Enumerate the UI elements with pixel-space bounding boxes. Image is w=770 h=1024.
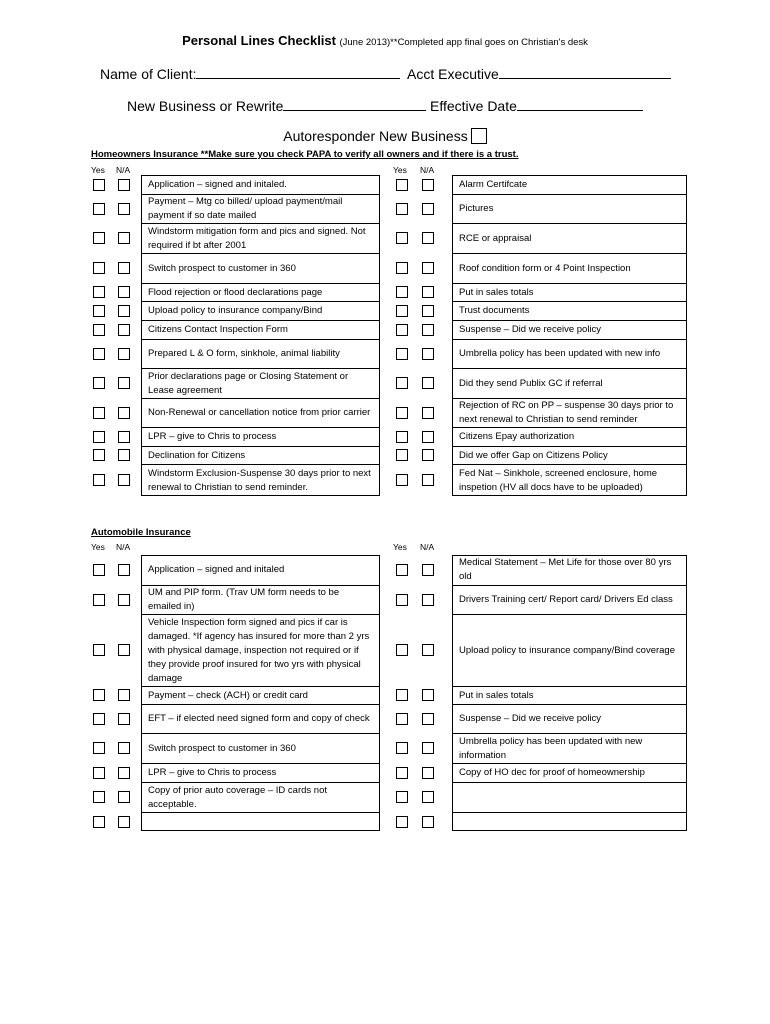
homeowners-left-row <box>142 398 379 427</box>
page-title: Personal Lines Checklist <box>182 33 336 48</box>
checklist-item-label: Umbrella policy has been updated with new information <box>459 735 643 761</box>
automobile-right-table <box>452 555 687 831</box>
ho-right-na-header: N/A <box>420 165 435 175</box>
checklist-item-label: Application – signed and initaled. <box>148 178 287 190</box>
automobile-left-na-checkbox[interactable] <box>118 644 130 656</box>
checklist-item-label: RCE or appraisal <box>459 232 532 244</box>
automobile-right-yes-checkbox[interactable] <box>396 767 408 779</box>
automobile-left-na-checkbox[interactable] <box>118 791 130 803</box>
homeowners-right-na-checkbox[interactable] <box>422 262 434 274</box>
homeowners-right-na-checkbox[interactable] <box>422 179 434 191</box>
checklist-item-label: Switch prospect to customer in 360 <box>148 262 296 274</box>
automobile-right-row <box>453 614 686 686</box>
automobile-right-yes-checkbox[interactable] <box>396 594 408 606</box>
ho-left-yes-header: Yes <box>91 165 105 175</box>
automobile-right-na-checkbox[interactable] <box>422 713 434 725</box>
homeowners-left-na-checkbox[interactable] <box>118 305 130 317</box>
homeowners-left-yes-checkbox[interactable] <box>93 262 105 274</box>
homeowners-left-row <box>142 320 379 339</box>
page-title-line <box>0 33 770 48</box>
homeowners-right-row <box>453 175 686 194</box>
automobile-left-row <box>142 555 379 585</box>
automobile-left-yes-checkbox[interactable] <box>93 767 105 779</box>
automobile-right-yes-checkbox[interactable] <box>396 644 408 656</box>
automobile-right-row <box>453 812 686 831</box>
homeowners-left-row <box>142 427 379 446</box>
automobile-right-yes-checkbox[interactable] <box>396 791 408 803</box>
homeowners-left-row <box>142 253 379 283</box>
auto-right-na-header: N/A <box>420 542 435 552</box>
homeowners-right-na-checkbox[interactable] <box>422 348 434 360</box>
homeowners-right-yes-checkbox[interactable] <box>396 407 408 419</box>
autoresponder-label: Autoresponder New Business <box>283 128 468 144</box>
homeowners-left-yes-checkbox[interactable] <box>93 179 105 191</box>
homeowners-left-yes-checkbox[interactable] <box>93 232 105 244</box>
automobile-right-na-checkbox[interactable] <box>422 644 434 656</box>
homeowners-left-na-checkbox[interactable] <box>118 474 130 486</box>
checklist-item-label: Fed Nat – Sinkhole, screened enclosure, home inspetion (HV all docs have to be uploaded) <box>459 467 658 493</box>
homeowners-left-na-checkbox[interactable] <box>118 407 130 419</box>
automobile-right-na-checkbox[interactable] <box>422 564 434 576</box>
checklist-item-label: Put in sales totals <box>459 286 534 298</box>
homeowners-left-na-checkbox[interactable] <box>118 232 130 244</box>
automobile-left-row <box>142 686 379 704</box>
automobile-left-row <box>142 733 379 763</box>
homeowners-left-row <box>142 301 379 320</box>
effective-date-field[interactable] <box>430 98 643 114</box>
homeowners-right-row <box>453 301 686 320</box>
homeowners-right-na-checkbox[interactable] <box>422 305 434 317</box>
homeowners-left-na-checkbox[interactable] <box>118 377 130 389</box>
homeowners-right-na-checkbox[interactable] <box>422 474 434 486</box>
homeowners-left-row <box>142 368 379 398</box>
automobile-left-yes-checkbox[interactable] <box>93 564 105 576</box>
homeowners-left-yes-checkbox[interactable] <box>93 377 105 389</box>
homeowners-right-row <box>453 194 686 223</box>
automobile-left-yes-checkbox[interactable] <box>93 816 105 828</box>
checklist-item-label: Put in sales totals <box>459 689 534 701</box>
homeowners-right-yes-checkbox[interactable] <box>396 232 408 244</box>
automobile-right-yes-checkbox[interactable] <box>396 689 408 701</box>
automobile-left-yes-checkbox[interactable] <box>93 644 105 656</box>
checklist-item-label: Roof condition form or 4 Point Inspection <box>459 262 631 274</box>
autoresponder-checkbox[interactable] <box>471 128 487 144</box>
homeowners-right-yes-checkbox[interactable] <box>396 203 408 215</box>
checklist-item-label: Umbrella policy has been updated with new info <box>459 348 661 359</box>
automobile-right-row <box>453 782 686 812</box>
automobile-left-row <box>142 704 379 733</box>
checklist-item-label: Alarm Certifcate <box>459 178 528 190</box>
automobile-left-yes-checkbox[interactable] <box>93 689 105 701</box>
homeowners-right-yes-checkbox[interactable] <box>396 262 408 274</box>
homeowners-left-na-checkbox[interactable] <box>118 262 130 274</box>
homeowners-right-na-checkbox[interactable] <box>422 232 434 244</box>
automobile-right-yes-checkbox[interactable] <box>396 816 408 828</box>
checklist-item-label: Drivers Training cert/ Report card/ Drivers Ed class <box>459 594 673 605</box>
automobile-right-row <box>453 704 686 733</box>
new-business-field[interactable] <box>127 98 426 114</box>
homeowners-right-row <box>453 320 686 339</box>
homeowners-right-na-checkbox[interactable] <box>422 377 434 389</box>
name-of-client-field[interactable] <box>100 66 400 82</box>
homeowners-right-row <box>453 368 686 398</box>
automobile-right-na-checkbox[interactable] <box>422 791 434 803</box>
homeowners-left-yes-checkbox[interactable] <box>93 431 105 443</box>
automobile-right-na-checkbox[interactable] <box>422 767 434 779</box>
checklist-item-label: Suspense – Did we receive policy <box>459 713 602 724</box>
checklist-item-label: Switch prospect to customer in 360 <box>148 742 296 754</box>
homeowners-left-na-checkbox[interactable] <box>118 449 130 461</box>
homeowners-left-yes-checkbox[interactable] <box>93 286 105 298</box>
checklist-item-label: Payment – check (ACH) or credit card <box>148 689 308 701</box>
homeowners-right-yes-checkbox[interactable] <box>396 474 408 486</box>
checklist-item-label: Upload policy to insurance company/Bind coverage <box>459 644 675 656</box>
automobile-left-na-checkbox[interactable] <box>118 816 130 828</box>
checklist-item-label: Did we offer Gap on Citizens Policy <box>459 449 608 461</box>
automobile-right-na-checkbox[interactable] <box>422 689 434 701</box>
homeowners-left-row <box>142 223 379 253</box>
homeowners-right-na-checkbox[interactable] <box>422 286 434 298</box>
homeowners-left-yes-checkbox[interactable] <box>93 407 105 419</box>
homeowners-right-yes-checkbox[interactable] <box>396 377 408 389</box>
homeowners-right-yes-checkbox[interactable] <box>396 348 408 360</box>
homeowners-left-row <box>142 194 379 223</box>
autoresponder-row <box>0 128 770 144</box>
automobile-right-row <box>453 555 686 585</box>
automobile-right-na-checkbox[interactable] <box>422 594 434 606</box>
homeowners-right-na-checkbox[interactable] <box>422 203 434 215</box>
homeowners-right-yes-checkbox[interactable] <box>396 324 408 336</box>
checklist-item-label: Flood rejection or flood declarations page <box>148 286 323 298</box>
checklist-item-label: Copy of HO dec for proof of homeownership <box>459 767 645 778</box>
automobile-right-row <box>453 686 686 704</box>
auto-right-yes-header: Yes <box>393 542 407 552</box>
checklist-item-label: Citizens Contact Inspection Form <box>148 324 288 335</box>
homeowners-heading: Homeowners Insurance **Make sure you check PAPA to verify all owners and if there is a trust. <box>91 149 519 160</box>
effective-date-line[interactable] <box>517 98 643 111</box>
automobile-left-yes-checkbox[interactable] <box>93 594 105 606</box>
homeowners-left-na-checkbox[interactable] <box>118 286 130 298</box>
homeowners-left-yes-checkbox[interactable] <box>93 348 105 360</box>
automobile-right-yes-checkbox[interactable] <box>396 713 408 725</box>
homeowners-left-yes-checkbox[interactable] <box>93 203 105 215</box>
automobile-left-yes-checkbox[interactable] <box>93 713 105 725</box>
homeowners-left-na-checkbox[interactable] <box>118 203 130 215</box>
automobile-right-yes-checkbox[interactable] <box>396 564 408 576</box>
auto-left-yes-header: Yes <box>91 542 105 552</box>
homeowners-right-row <box>453 464 686 496</box>
homeowners-right-na-checkbox[interactable] <box>422 407 434 419</box>
automobile-right-row <box>453 763 686 782</box>
automobile-left-row <box>142 812 379 831</box>
checklist-item-label: Pictures <box>459 203 494 214</box>
checklist-item-label: Declination for Citizens <box>148 449 246 461</box>
automobile-left-na-checkbox[interactable] <box>118 742 130 754</box>
homeowners-left-yes-checkbox[interactable] <box>93 324 105 336</box>
homeowners-left-na-checkbox[interactable] <box>118 348 130 360</box>
homeowners-left-na-checkbox[interactable] <box>118 324 130 336</box>
homeowners-right-row <box>453 253 686 283</box>
effective-date-label: Effective Date <box>430 98 517 114</box>
automobile-left-na-checkbox[interactable] <box>118 689 130 701</box>
automobile-left-na-checkbox[interactable] <box>118 713 130 725</box>
new-business-label: New Business or Rewrite <box>127 98 284 114</box>
automobile-left-na-checkbox[interactable] <box>118 564 130 576</box>
homeowners-right-yes-checkbox[interactable] <box>396 431 408 443</box>
checklist-item-label: Vehicle Inspection form signed and pics if car is damaged. *If agency has insured for more than 2 yrs with physical damage, inspection not required or if they provide proof insured for two yrs with physical damage <box>148 616 370 684</box>
homeowners-left-row <box>142 446 379 464</box>
automobile-right-yes-checkbox[interactable] <box>396 742 408 754</box>
automobile-right-row <box>453 733 686 763</box>
homeowners-left-na-checkbox[interactable] <box>118 179 130 191</box>
acct-executive-field[interactable] <box>407 66 671 82</box>
checklist-item-label: Did they send Publix GC if referral <box>459 377 603 389</box>
checklist-item-label: LPR – give to Chris to process <box>148 767 277 778</box>
checklist-item-label: Suspense – Did we receive policy <box>459 324 602 335</box>
automobile-left-yes-checkbox[interactable] <box>93 791 105 803</box>
checklist-item-label: Payment – Mtg co billed/ upload payment/mail payment if so date mailed <box>148 196 343 221</box>
homeowners-right-table <box>452 175 687 496</box>
auto-left-na-header: N/A <box>116 542 131 552</box>
name-of-client-label: Name of Client: <box>100 66 197 82</box>
checklist-item-label: Upload policy to insurance company/Bind <box>148 305 323 316</box>
automobile-left-row <box>142 614 379 686</box>
automobile-left-na-checkbox[interactable] <box>118 767 130 779</box>
name-of-client-line[interactable] <box>196 66 400 79</box>
homeowners-right-row <box>453 339 686 368</box>
homeowners-left-yes-checkbox[interactable] <box>93 305 105 317</box>
acct-executive-line[interactable] <box>499 66 671 79</box>
homeowners-right-row <box>453 398 686 427</box>
homeowners-right-row <box>453 427 686 446</box>
new-business-line[interactable] <box>283 98 426 111</box>
checklist-item-label: Windstorm mitigation form and pics and signed. Not required if bt after 2001 <box>148 225 366 251</box>
checklist-item-label: Medical Statement – Met Life for those over 80 yrs old <box>459 557 672 582</box>
homeowners-left-na-checkbox[interactable] <box>118 431 130 443</box>
homeowners-right-na-checkbox[interactable] <box>422 449 434 461</box>
automobile-right-na-checkbox[interactable] <box>422 816 434 828</box>
checklist-item-label: Citizens Epay authorization <box>459 431 575 442</box>
homeowners-left-row <box>142 339 379 368</box>
automobile-left-na-checkbox[interactable] <box>118 594 130 606</box>
checklist-item-label: UM and PIP form. (Trav UM form needs to be emailed in) <box>148 587 340 612</box>
homeowners-right-row <box>453 223 686 253</box>
ho-left-na-header: N/A <box>116 165 131 175</box>
checklist-item-label: Prior declarations page or Closing Statement or Lease agreement <box>148 370 349 396</box>
homeowners-right-row <box>453 283 686 301</box>
checklist-item-label: Application – signed and initaled <box>148 564 285 575</box>
checklist-item-label: LPR – give to Chris to process <box>148 431 277 442</box>
homeowners-right-yes-checkbox[interactable] <box>396 449 408 461</box>
homeowners-right-yes-checkbox[interactable] <box>396 179 408 191</box>
homeowners-right-row <box>453 446 686 464</box>
checklist-item-label: Non-Renewal or cancellation notice from prior carrier <box>148 407 371 418</box>
homeowners-left-table <box>141 175 380 496</box>
ho-right-yes-header: Yes <box>393 165 407 175</box>
homeowners-right-na-checkbox[interactable] <box>422 431 434 443</box>
checklist-item-label: Rejection of RC on PP – suspense 30 days prior to next renewal to Christian to send reminder <box>459 400 674 425</box>
automobile-left-row <box>142 763 379 782</box>
homeowners-left-yes-checkbox[interactable] <box>93 449 105 461</box>
homeowners-left-yes-checkbox[interactable] <box>93 474 105 486</box>
homeowners-right-yes-checkbox[interactable] <box>396 305 408 317</box>
checklist-item-label: EFT – if elected need signed form and copy of check <box>148 713 370 724</box>
checklist-item-label: Windstorm Exclusion-Suspense 30 days prior to next renewal to Christian to send reminder. <box>148 467 371 493</box>
automobile-left-row <box>142 782 379 812</box>
automobile-left-row <box>142 585 379 614</box>
homeowners-left-row <box>142 175 379 194</box>
acct-executive-label: Acct Executive <box>407 66 499 82</box>
automobile-right-row <box>453 585 686 614</box>
automobile-left-table <box>141 555 380 831</box>
homeowners-left-row <box>142 283 379 301</box>
homeowners-right-yes-checkbox[interactable] <box>396 286 408 298</box>
checklist-item-label: Prepared L & O form, sinkhole, animal liability <box>148 348 340 359</box>
checklist-item-label: Copy of prior auto coverage – ID cards not acceptable. <box>148 784 328 810</box>
automobile-heading: Automobile Insurance <box>91 527 191 538</box>
checklist-item-label: Trust documents <box>459 305 530 316</box>
automobile-left-yes-checkbox[interactable] <box>93 742 105 754</box>
page-subtitle: (June 2013)**Completed app final goes on Christian's desk <box>339 37 588 48</box>
homeowners-left-row <box>142 464 379 496</box>
homeowners-right-na-checkbox[interactable] <box>422 324 434 336</box>
automobile-right-na-checkbox[interactable] <box>422 742 434 754</box>
